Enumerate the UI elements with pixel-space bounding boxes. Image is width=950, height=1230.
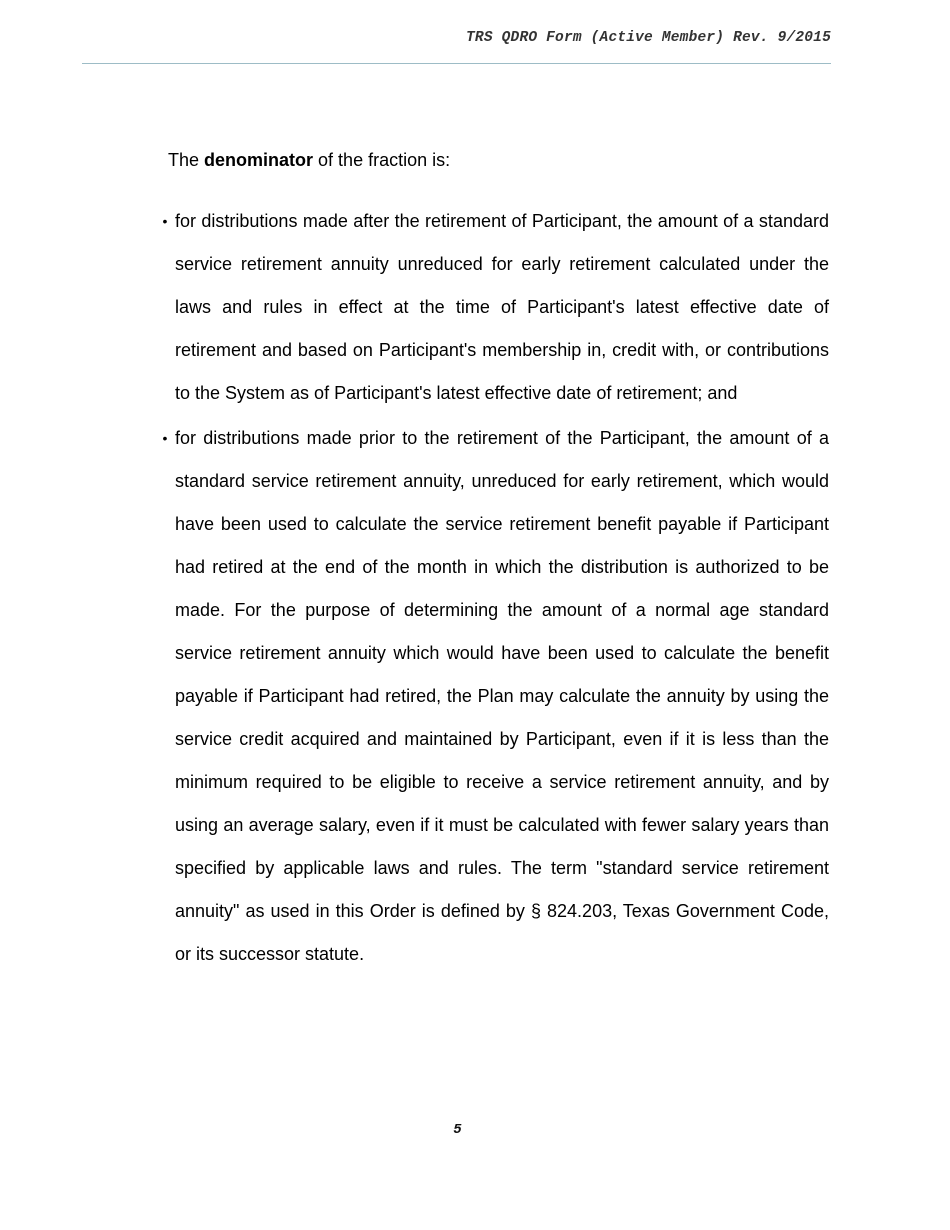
page-header-title: TRS QDRO Form (Active Member) Rev. 9/2015 [466, 30, 831, 46]
intro-bold-term: denominator [204, 150, 314, 170]
page-number: 5 [453, 1122, 462, 1138]
bullet-item-prior-to-retirement [162, 417, 829, 976]
header-divider [82, 63, 831, 64]
intro-prefix: The [168, 150, 205, 170]
bullet-item-after-retirement [162, 200, 829, 415]
intro-sentence [168, 148, 450, 172]
bullet-marker: • [162, 430, 168, 446]
bullet-text: for distributions made after the retirement of Participant, the amount of a standard service retirement annuity unreduced for early retirement calculated under the laws and rules in effect at the time of Participant's latest effective date of retirement and based on Participant's membership in, credit with, or contributions to the System as of Participant's latest effective date of retirement; and [175, 211, 829, 403]
bullet-marker: • [162, 213, 168, 229]
bullet-text: for distributions made prior to the retirement of the Participant, the amount of a standard service retirement annuity, unreduced for early retirement, which would have been used to calculate the service retirement benefit payable if Participant had retired at the end of the month in which the distribution is authorized to be made. For the purpose of determining the amount of a normal age standard service retirement annuity which would have been used to calculate the benefit payable if Participant had retired, the Plan may calculate the annuity by using the service credit acquired and maintained by Participant, even if it is less than the minimum required to be eligible to receive a service retirement annuity, and by using an average salary, even if it must be calculated with fewer salary years than specified by applicable laws and rules. The term "standard service retirement annuity" as used in this Order is defined by § 824.203, Texas Government Code, or its successor statute. [175, 428, 829, 964]
bullet-list [162, 200, 829, 976]
intro-suffix: of the fraction is: [313, 150, 451, 170]
